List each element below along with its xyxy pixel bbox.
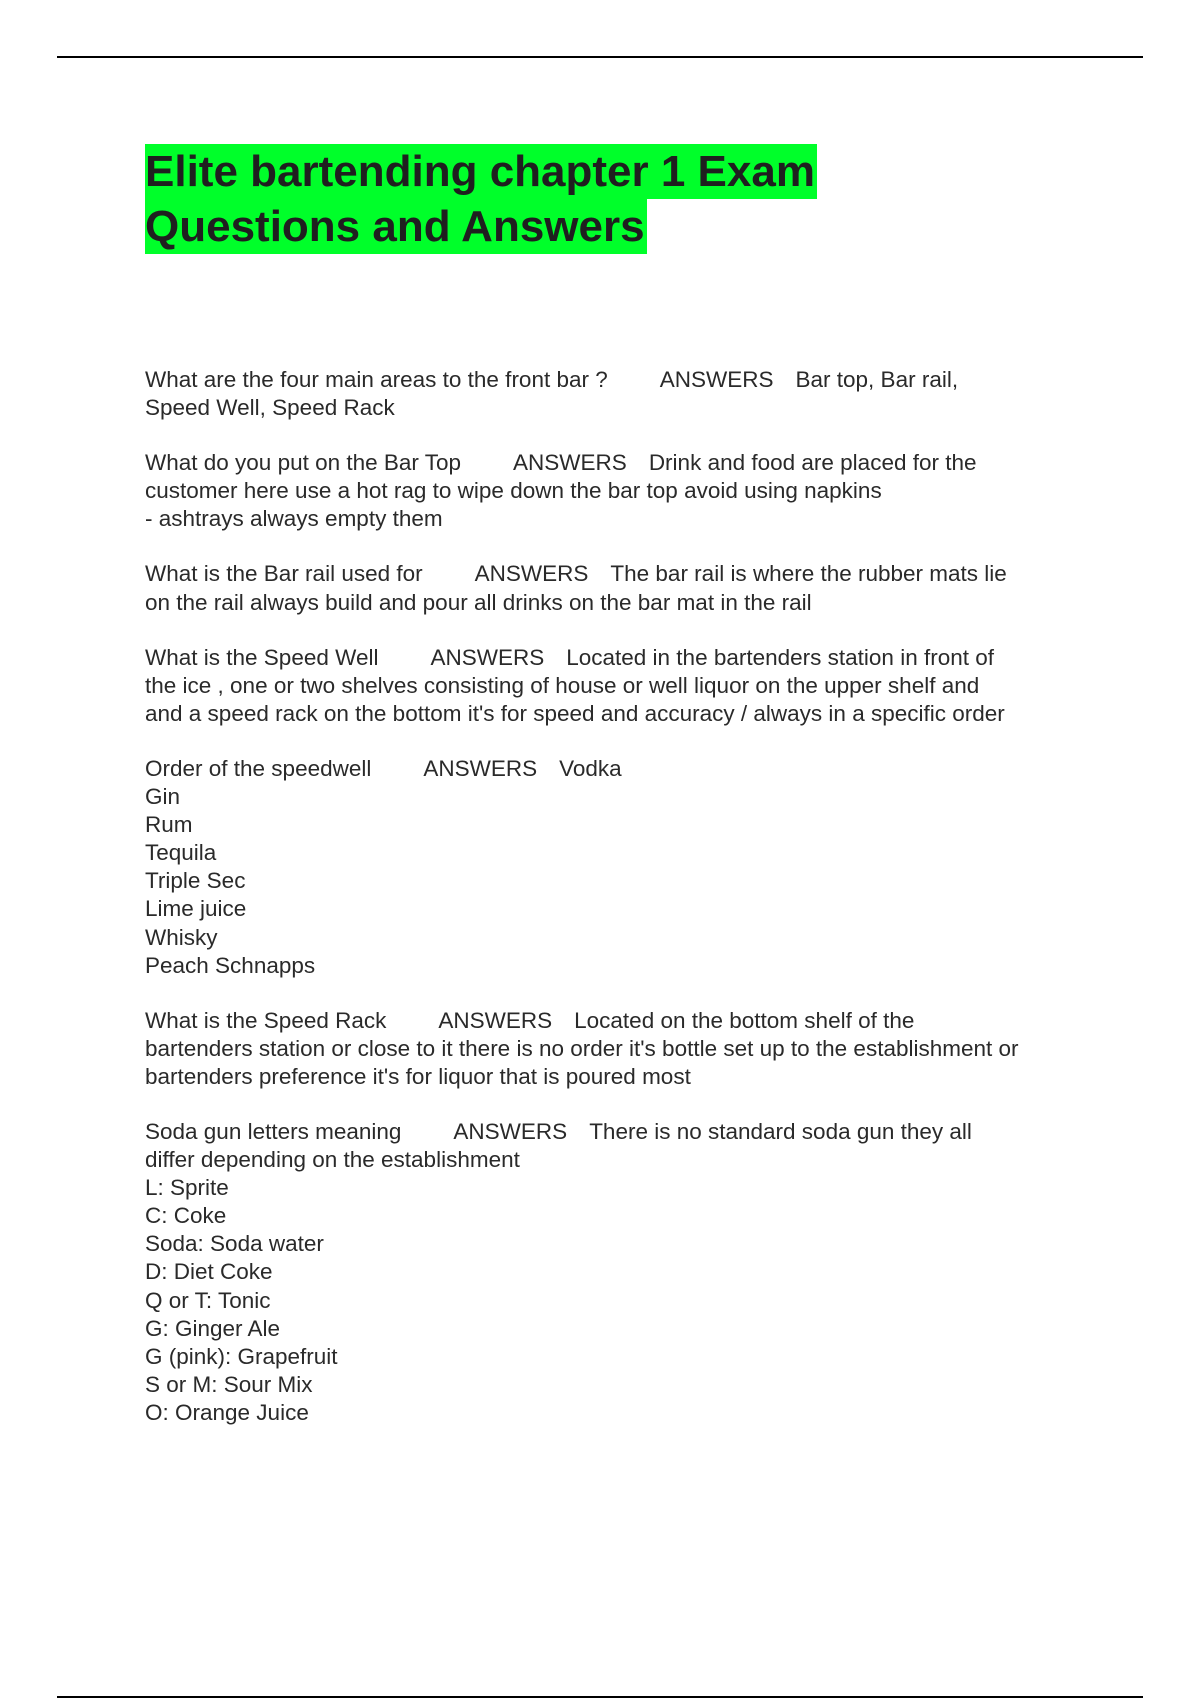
answer-line: Soda: Soda water: [145, 1231, 324, 1257]
answer-line: Lime juice: [145, 896, 247, 922]
answer-line: Peach Schnapps: [145, 952, 316, 978]
answer-line: G (pink): Grapefruit: [145, 1343, 338, 1369]
answer-line: Q or T: Tonic: [145, 1287, 271, 1313]
answer-line: Speed Well, Speed Rack: [145, 395, 395, 421]
answer-line: Tequila: [145, 840, 217, 866]
title-line-2: Questions and Answers: [145, 199, 647, 254]
answer-line: on the rail always build and pour all drinks on the bar mat in the rail: [145, 589, 812, 615]
qa-item: [145, 755, 1095, 980]
answer-text: Located on the bottom shelf of the: [574, 1007, 915, 1033]
answer-line: the ice , one or two shelves consisting of house or well liquor on the upper shelf and: [145, 672, 980, 698]
answer-text: Drink and food are placed for the: [648, 450, 977, 476]
qa-list: [145, 366, 1095, 1454]
qa-item: [145, 366, 1095, 422]
answers-label: ANSWERS: [438, 1007, 553, 1033]
answer-line: Rum: [145, 812, 193, 838]
answer-line: O: Orange Juice: [145, 1399, 309, 1425]
qa-item: [145, 1007, 1095, 1091]
answer-text: Bar top, Bar rail,: [795, 367, 959, 392]
title-line-1: Elite bartending chapter 1 Exam: [145, 144, 817, 199]
answers-label: ANSWERS: [513, 450, 627, 476]
answer-line: L: Sprite: [145, 1175, 229, 1201]
answer-line: C: Coke: [145, 1203, 227, 1229]
answer-line: customer here use a hot rag to wipe down the bar top avoid using napkins: [145, 478, 882, 504]
answer-line: S or M: Sour Mix: [145, 1371, 313, 1397]
answer-line: D: Diet Coke: [145, 1259, 273, 1285]
qa-item: [145, 449, 1095, 533]
answers-label: ANSWERS: [453, 1118, 568, 1144]
answer-text: The bar rail is where the rubber mats lie: [610, 561, 1007, 587]
question-text: What is the Bar rail used for: [145, 561, 423, 587]
answers-label: ANSWERS: [430, 644, 545, 670]
question-text: Order of the speedwell: [145, 755, 372, 781]
qa-item: [145, 644, 1095, 728]
qa-item: [145, 560, 1095, 616]
qa-item: [145, 1118, 1095, 1427]
document-title: [145, 144, 817, 254]
answer-line: differ depending on the establishment: [145, 1147, 520, 1173]
answers-label: ANSWERS: [474, 561, 589, 587]
header-rule: [57, 56, 1143, 58]
answer-line: G: Ginger Ale: [145, 1315, 281, 1341]
answers-label: ANSWERS: [423, 755, 538, 781]
question-text: Soda gun letters meaning: [145, 1118, 402, 1144]
answer-line: bartenders preference it's for liquor that is poured most: [145, 1063, 691, 1089]
answer-text: Vodka: [559, 755, 622, 781]
answer-line: Triple Sec: [145, 868, 246, 894]
question-text: What do you put on the Bar Top: [145, 450, 462, 476]
footer-rule: [57, 1696, 1143, 1698]
answers-label: ANSWERS: [659, 367, 774, 392]
answer-line: bartenders station or close to it there is no order it's bottle set up to the establishment or: [145, 1035, 1019, 1061]
question-text: What is the Speed Well: [145, 644, 379, 670]
answer-text: There is no standard soda gun they all: [589, 1118, 972, 1144]
answer-line: Whisky: [145, 924, 218, 950]
question-text: What is the Speed Rack: [145, 1007, 387, 1033]
answer-line: and a speed rack on the bottom it's for speed and accuracy / always in a specific order: [145, 700, 1005, 726]
answer-line: Gin: [145, 784, 181, 810]
answer-text: Located in the bartenders station in front of: [566, 644, 994, 670]
question-text: What are the four main areas to the front bar ?: [145, 367, 608, 392]
answer-line: - ashtrays always empty them: [145, 506, 443, 532]
